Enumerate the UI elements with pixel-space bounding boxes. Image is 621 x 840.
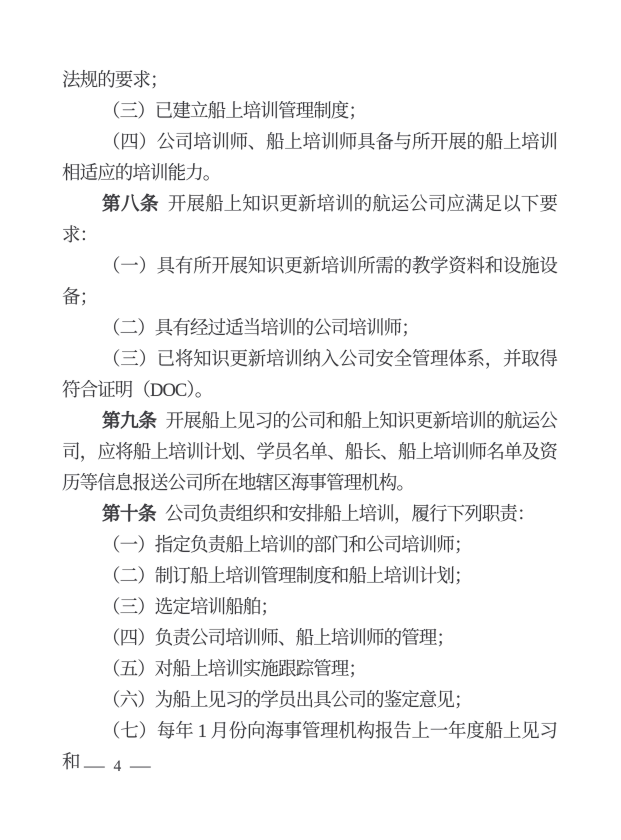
list-item: （四）负责公司培训师、船上培训师的管理； — [102, 629, 455, 649]
paragraph-continuation: 法规的要求； — [62, 71, 168, 91]
list-item: （一）具有所开展知识更新培训所需的教学资料和设施设备； — [62, 257, 557, 308]
article-paragraph — [62, 190, 557, 252]
page-number: 4 — [113, 758, 122, 775]
article-number-label: 第十条 — [102, 505, 157, 525]
article-paragraph — [62, 500, 557, 531]
list-item: （六）为船上见习的学员出具公司的鉴定意见； — [102, 691, 472, 711]
list-item: （三）选定培训船舶； — [102, 598, 279, 618]
article-number-label: 第八条 — [102, 195, 159, 215]
list-item: （二）具有经过适当培训的公司培训师； — [102, 319, 419, 339]
article-text: 公司负责组织和安排船上培训，履行下列职责： — [165, 505, 535, 525]
list-item: （三）已将知识更新培训纳入公司安全管理体系，并取得符合证明（DOC）。 — [62, 350, 557, 401]
footer-dash-right: — — [130, 756, 151, 775]
article-number-label: 第九条 — [102, 412, 157, 432]
list-item: （七）每年 1 月份向海事管理机构报告上一年度船上见习和 — [62, 722, 557, 773]
list-item: （三）已建立船上培训管理制度； — [102, 102, 367, 122]
page-number-footer — [83, 756, 151, 777]
footer-dash-left: — — [83, 756, 105, 775]
list-item: （二）制订船上培训管理制度和船上培训计划； — [102, 567, 472, 587]
article-text: 开展船上知识更新培训的航运公司应满足以下要求： — [62, 195, 557, 246]
article-text: 开展船上见习的公司和船上知识更新培训的航运公司，应将船上培训计划、学员名单、船长、船上培训师名单及资历等信息报送公司所在地辖区海事管理机构。 — [62, 412, 557, 494]
article-paragraph — [62, 407, 557, 500]
list-item: （四）公司培训师、船上培训师具备与所开展的船上培训相适应的培训能力。 — [62, 133, 557, 184]
list-item: （一）指定负责船上培训的部门和公司培训师； — [102, 536, 472, 556]
list-item: （五）对船上培训实施跟踪管理； — [102, 660, 367, 680]
document-body-text — [62, 66, 557, 779]
